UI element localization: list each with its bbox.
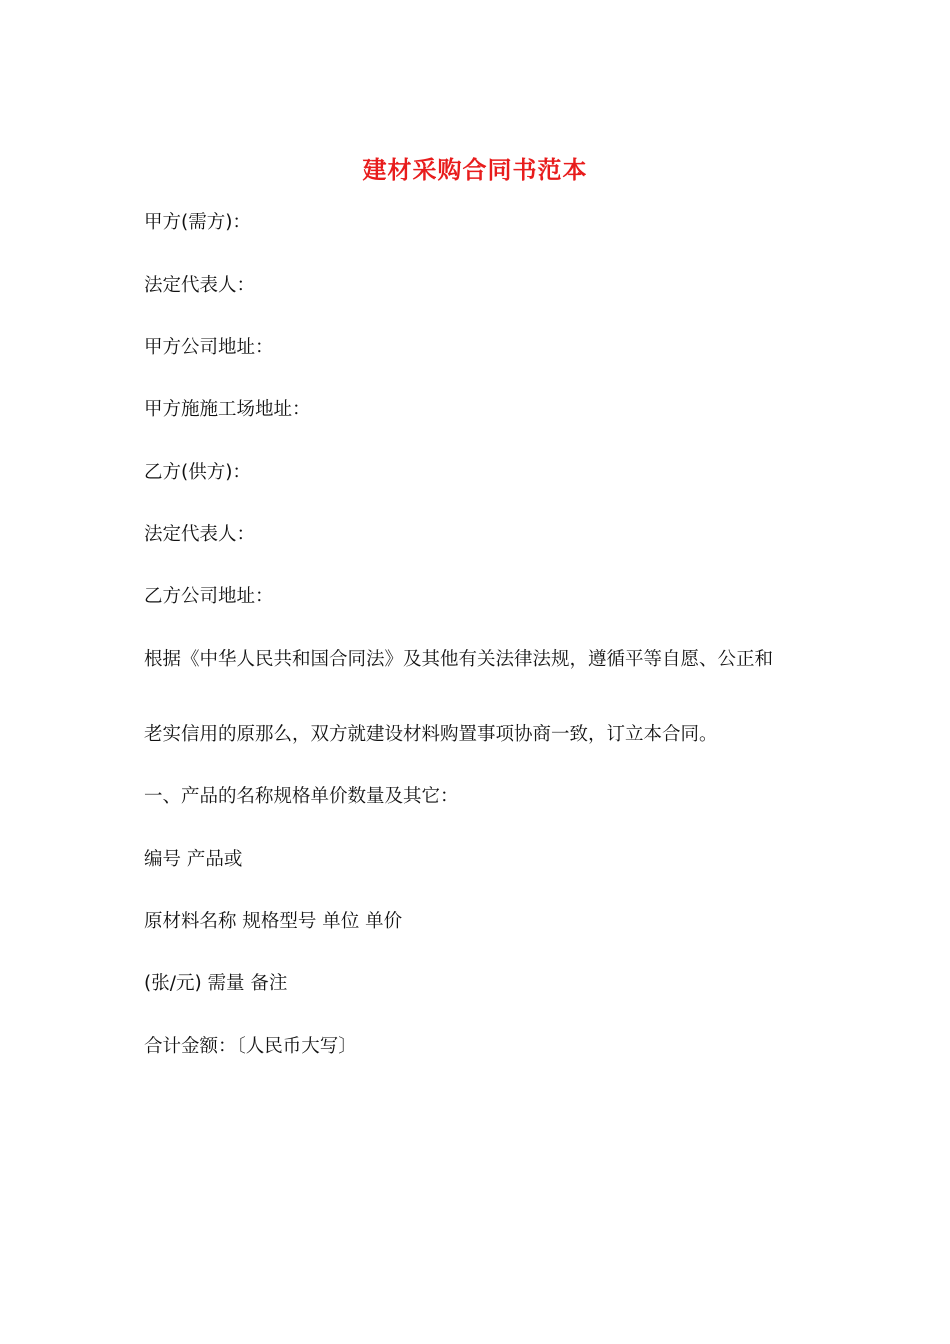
preamble-line-2: 老实信用的原那么，双方就建设材料购置事项协商一致，订立本合同。	[144, 724, 718, 745]
party-a-address-label: 甲方公司地址：	[144, 337, 274, 358]
party-a-label: 甲方(需方)：	[144, 212, 251, 233]
party-b-legal-rep-label: 法定代表人：	[144, 524, 256, 545]
table-header-line-2: 原材料名称 规格型号 单位 单价	[144, 911, 403, 932]
total-amount-label: 合计金额：〔人民币大写〕	[144, 1036, 357, 1057]
document-title: 建材采购合同书范本	[362, 155, 588, 184]
section-1-heading: 一、产品的名称规格单价数量及其它：	[144, 786, 459, 807]
party-b-address-label: 乙方公司地址：	[144, 586, 274, 607]
party-b-label: 乙方(供方)：	[144, 462, 251, 483]
party-a-site-address-label: 甲方施施工场地址：	[144, 399, 311, 420]
preamble-line-1: 根据《中华人民共和国合同法》及其他有关法律法规，遵循平等自愿、公正和	[144, 649, 774, 670]
party-a-legal-rep-label: 法定代表人：	[144, 275, 256, 296]
table-header-line-3: (张/元) 需量 备注	[144, 973, 288, 994]
table-header-line-1: 编号 产品或	[144, 849, 243, 870]
